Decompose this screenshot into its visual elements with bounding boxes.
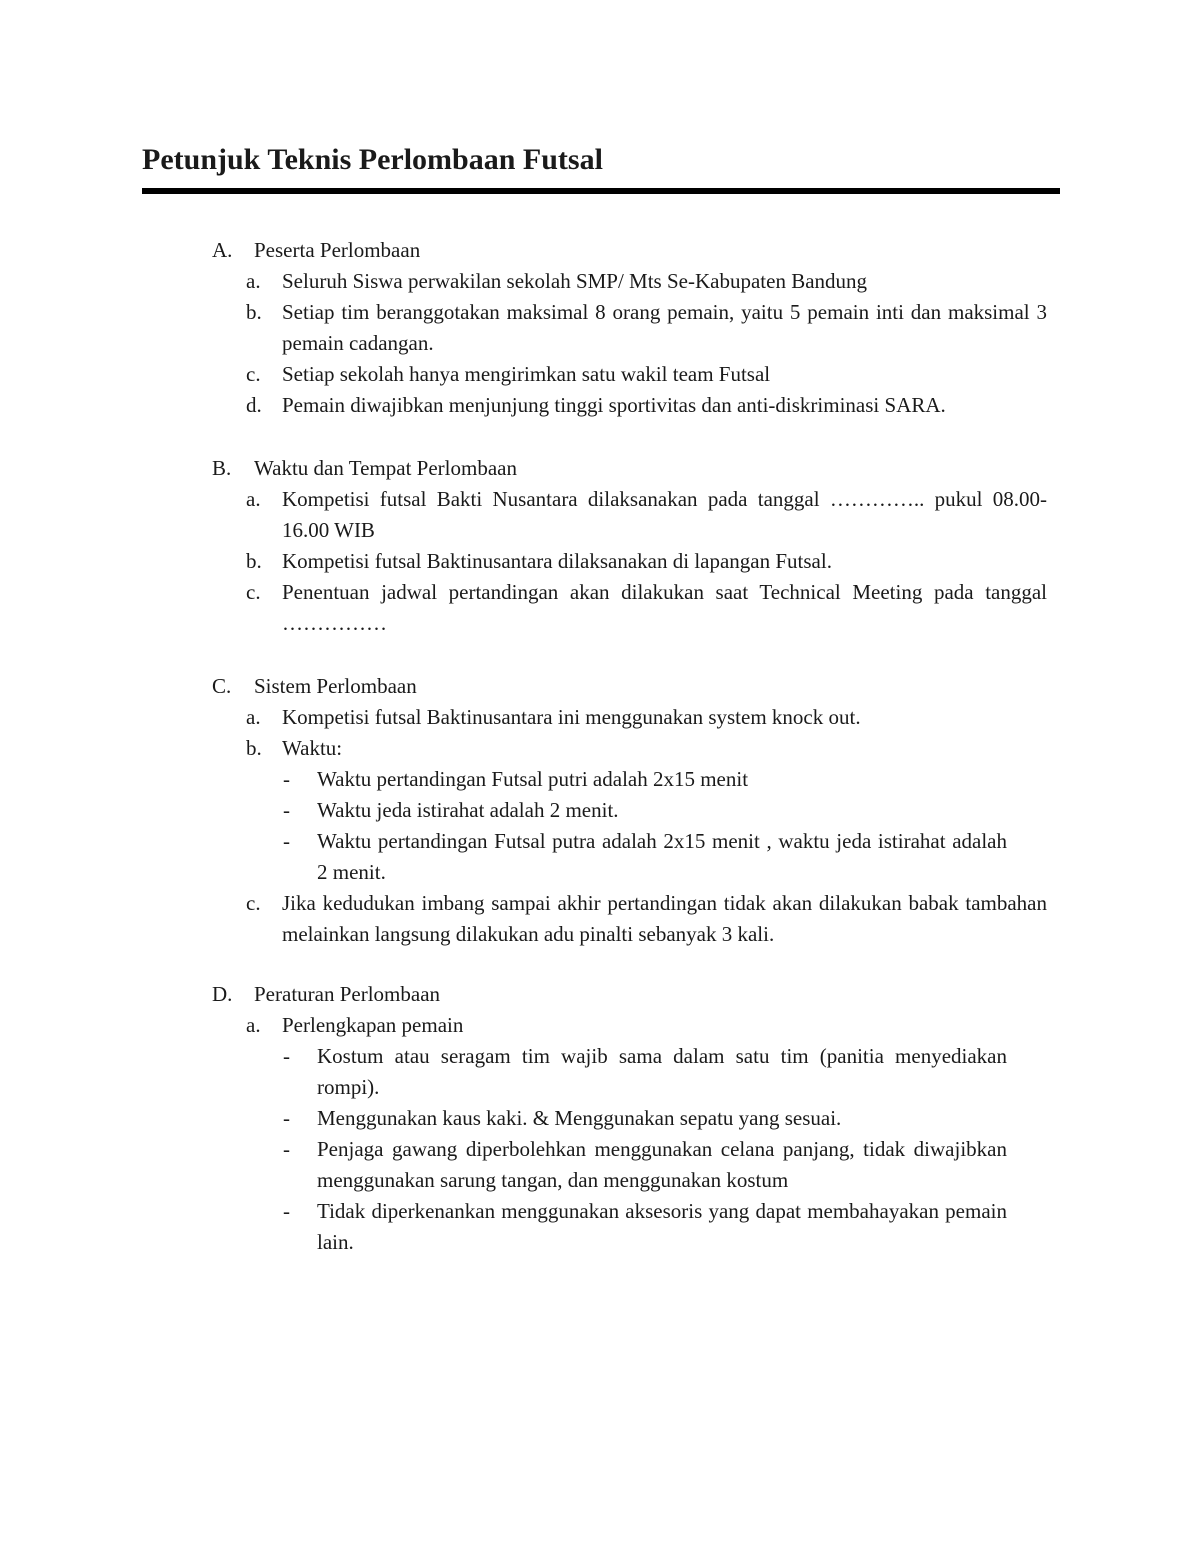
list-marker: a.	[246, 269, 261, 293]
list-item	[246, 577, 1047, 639]
section-heading-text: Waktu dan Tempat Perlombaan	[254, 456, 517, 480]
list-marker: c.	[246, 580, 261, 604]
section-letter: D.	[212, 982, 233, 1006]
sub-list-item	[283, 1134, 1007, 1196]
list-marker: b.	[246, 300, 262, 324]
sub-list-item	[283, 764, 1007, 795]
dash-marker: -	[283, 1106, 290, 1130]
section-sistem	[0, 671, 1200, 950]
list-item-text: Penentuan jadwal pertandingan akan dilakukan saat Technical Meeting pada tanggal ……………	[282, 580, 1047, 635]
sub-list-item-text: Penjaga gawang diperbolehkan menggunakan celana panjang, tidak diwajibkan menggunakan sarung tangan, dan menggunakan kostum	[317, 1137, 1007, 1192]
list-item-text: Pemain diwajibkan menjunjung tinggi sportivitas dan anti-diskriminasi SARA.	[282, 393, 946, 417]
list-item	[246, 733, 1047, 764]
list-item-text: Setiap tim beranggotakan maksimal 8 orang pemain, yaitu 5 pemain inti dan maksimal 3 pemain cadangan.	[282, 300, 1047, 355]
section-letter: C.	[212, 674, 232, 698]
sub-list-item	[283, 1196, 1007, 1258]
sub-list-item	[283, 1041, 1007, 1103]
title-underline-rule	[142, 188, 1060, 194]
sub-list-item-text: Waktu pertandingan Futsal putra adalah 2x15 menit , waktu jeda istirahat adalah 2 menit.	[317, 829, 1007, 884]
section-letter: B.	[212, 456, 232, 480]
section-heading	[0, 453, 1200, 484]
sub-list-item	[283, 795, 1007, 826]
sub-list-item	[283, 826, 1007, 888]
dash-marker: -	[283, 1044, 290, 1068]
dash-marker: -	[283, 1137, 290, 1161]
dash-marker: -	[283, 767, 290, 791]
sub-list-item-text: Kostum atau seragam tim wajib sama dalam satu tim (panitia menyediakan rompi).	[317, 1044, 1007, 1099]
list-item	[246, 484, 1047, 546]
list-marker: a.	[246, 487, 261, 511]
list-item-text: Kompetisi futsal Bakti Nusantara dilaksanakan pada tanggal ………….. pukul 08.00-16.00 WIB	[282, 487, 1047, 542]
list-item	[246, 888, 1047, 950]
list-item	[246, 297, 1047, 359]
sub-list-item-text: Waktu jeda istirahat adalah 2 menit.	[317, 798, 619, 822]
list-item-text: Seluruh Siswa perwakilan sekolah SMP/ Mts Se-Kabupaten Bandung	[282, 269, 868, 293]
list-marker: b.	[246, 549, 262, 573]
list-item-text: Setiap sekolah hanya mengirimkan satu wakil team Futsal	[282, 362, 771, 386]
document-title: Petunjuk Teknis Perlombaan Futsal	[142, 143, 603, 176]
section-heading	[0, 235, 1200, 266]
list-item-text: Jika kedudukan imbang sampai akhir pertandingan tidak akan dilakukan babak tambahan melainkan langsung dilakukan adu pinalti sebanyak 3 kali.	[282, 891, 1047, 946]
section-waktu-tempat	[0, 453, 1200, 639]
list-item	[246, 546, 1047, 577]
list-marker: a.	[246, 1013, 261, 1037]
list-item-text: Perlengkapan pemain	[282, 1013, 464, 1037]
section-heading	[0, 671, 1200, 702]
list-marker: d.	[246, 393, 262, 417]
sub-list-item-text: Waktu pertandingan Futsal putri adalah 2x15 menit	[317, 767, 749, 791]
list-marker: b.	[246, 736, 262, 760]
sub-list-item-text: Tidak diperkenankan menggunakan aksesoris yang dapat membahayakan pemain lain.	[317, 1199, 1007, 1254]
list-item	[246, 359, 1047, 390]
dash-marker: -	[283, 829, 290, 853]
dash-marker: -	[283, 798, 290, 822]
list-marker: a.	[246, 705, 261, 729]
section-letter: A.	[212, 238, 233, 262]
list-item	[246, 266, 1047, 297]
section-peserta	[0, 235, 1200, 421]
list-item	[246, 702, 1047, 733]
list-item	[246, 390, 1047, 421]
dash-marker: -	[283, 1199, 290, 1223]
sub-list-item-text: Menggunakan kaus kaki. & Menggunakan sepatu yang sesuai.	[317, 1106, 842, 1130]
section-peraturan	[0, 979, 1200, 1258]
section-heading-text: Peserta Perlombaan	[254, 238, 421, 262]
list-marker: c.	[246, 891, 261, 915]
list-marker: c.	[246, 362, 261, 386]
list-item	[246, 1010, 1047, 1041]
section-heading	[0, 979, 1200, 1010]
section-heading-text: Peraturan Perlombaan	[254, 982, 441, 1006]
list-item-text: Kompetisi futsal Baktinusantara ini menggunakan system knock out.	[282, 705, 861, 729]
list-item-text: Kompetisi futsal Baktinusantara dilaksanakan di lapangan Futsal.	[282, 549, 832, 573]
section-heading-text: Sistem Perlombaan	[254, 674, 417, 698]
list-item-text: Waktu:	[282, 736, 343, 760]
sub-list-item	[283, 1103, 1007, 1134]
